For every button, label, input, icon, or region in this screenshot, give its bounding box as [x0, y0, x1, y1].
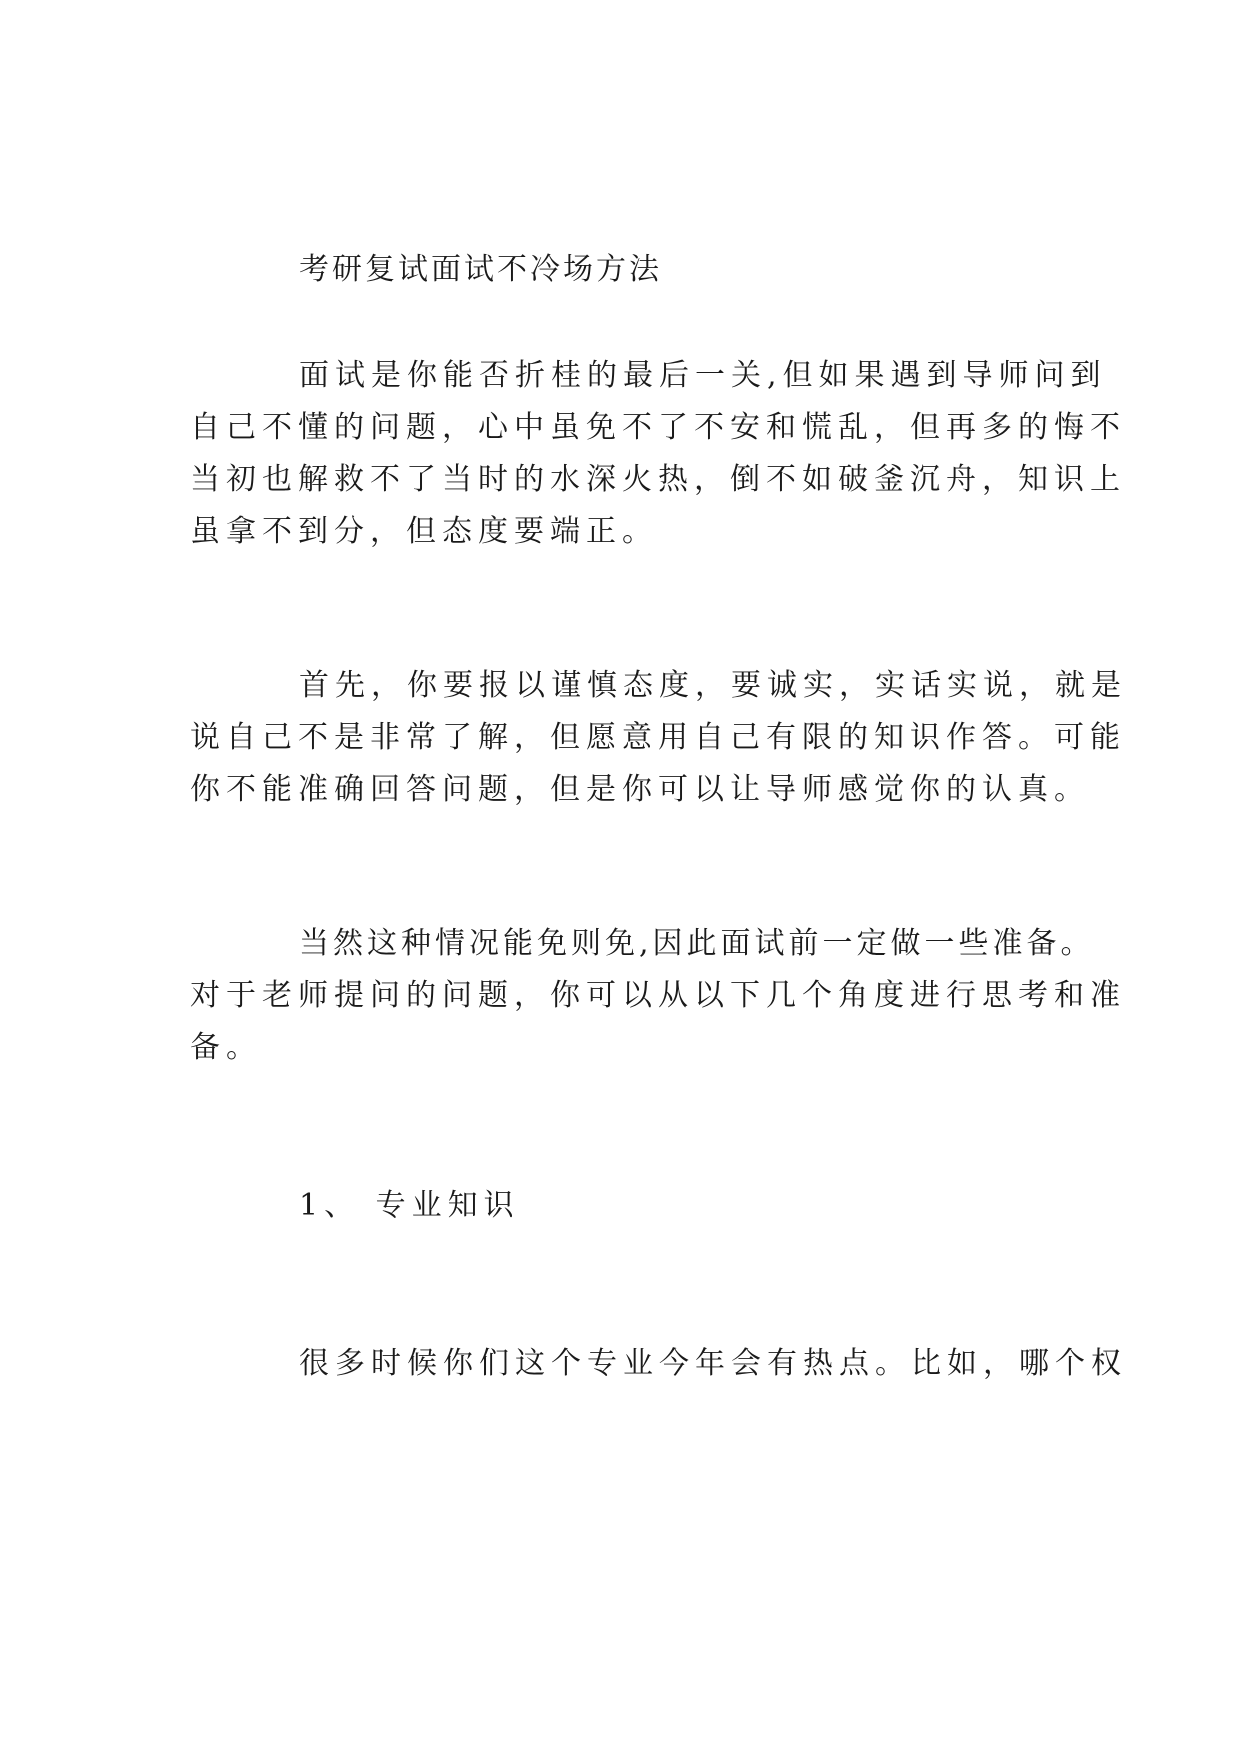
paragraph-line: 很多时候你们这个专业今年会有热点。比如，哪个权: [299, 1346, 1127, 1381]
document-title: 考研复试面试不冷场方法: [299, 252, 662, 287]
paragraph-line: 自己不懂的问题，心中虽免不了不安和慌乱，但再多的悔不: [190, 410, 1126, 445]
paragraph-line: 对于老师提问的问题，你可以从以下几个角度进行思考和准: [190, 978, 1126, 1013]
paragraph-line: 当初也解救不了当时的水深火热，倒不如破釜沉舟，知识上: [190, 462, 1126, 497]
paragraph-line: 备。: [190, 1030, 262, 1065]
paragraph-line: 说自己不是非常了解，但愿意用自己有限的知识作答。可能: [190, 720, 1126, 755]
paragraph-line: 当然这种情况能免则免,因此面试前一定做一些准备。: [299, 926, 1095, 961]
paragraph-line: 虽拿不到分，但态度要端正。: [190, 514, 658, 549]
paragraph-line: 面试是你能否折桂的最后一关,但如果遇到导师问到: [299, 358, 1107, 393]
paragraph-line: 你不能准确回答问题，但是你可以让导师感觉你的认真。: [190, 772, 1090, 807]
paragraph-line: 首先，你要报以谨慎态度，要诚实，实话实说，就是: [299, 668, 1127, 703]
section-heading: 1、 专业知识: [299, 1188, 520, 1223]
